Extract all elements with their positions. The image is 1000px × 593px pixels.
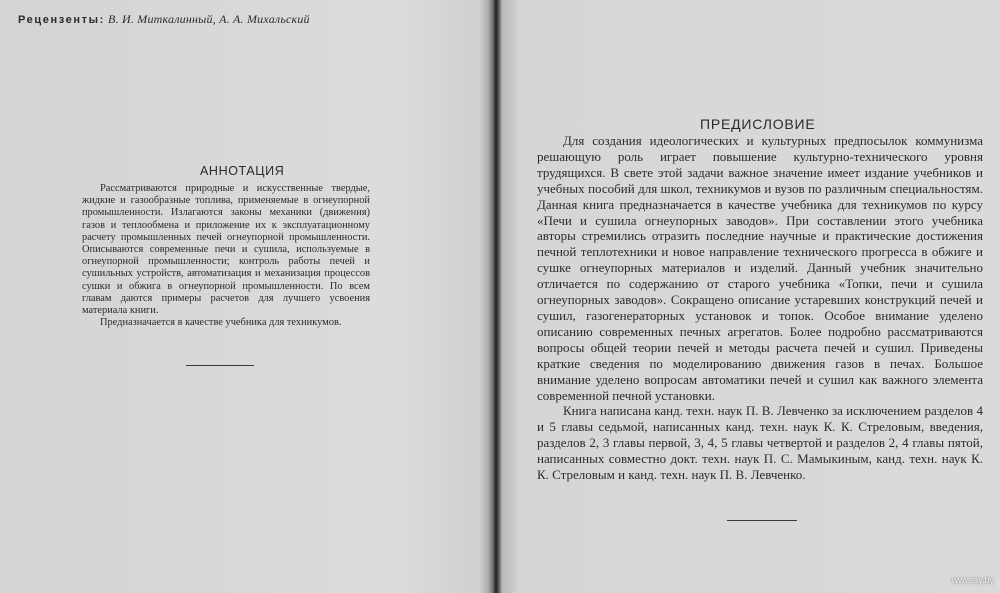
reviewers-line [18, 12, 310, 27]
annotation-body [82, 183, 370, 329]
watermark: www.ay.by [951, 575, 994, 585]
reviewers-names: В. И. Миткалинный, А. А. Михальский [108, 12, 310, 26]
annotation-title: АННОТАЦИЯ [200, 164, 285, 178]
annotation-paragraph: Предназначается в качестве учебника для техникумов. [100, 317, 342, 329]
preface-paragraph: Книга написана канд. техн. наук П. В. Левченко за исключением разделов 4 и 5 главы седьмой, написанных канд. техн. наук К. К. Стреловым, введения, разделов 2, 3 главы первой, 3, 4, 5 главы четвертой и разделов 2, 4 главы пятой, написанных совместно докт. техн. наук П. С. Мамыкиным, канд. техн. наук К. К. Стреловым и канд. техн. наук П. В. Левченко. [537, 403, 983, 483]
preface-body [537, 133, 983, 483]
preface-title: ПРЕДИСЛОВИЕ [700, 116, 816, 132]
reviewers-label: Рецензенты: [18, 14, 105, 26]
left-page [0, 0, 492, 593]
annotation-divider [186, 365, 254, 366]
annotation-paragraph: Рассматриваются природные и искусственные твердые, жидкие и газообразные топлива, применяемые в огнеупорной промышленности. Излагаются законы механики (движения) газов и теплообмена и приложение их к эксплуатационному расчету промышленных печей огнеупорной промышленности. Описываются современные печи и сушила, используемые в огнеупорной промышленности; контроль работы печей и сушильных устройств, автоматизация и механизация процессов сушки и обжига в огнеупорной промышленности. По всем главам даются примеры расчетов для лучшего усвоения материала книги. [82, 183, 370, 317]
preface-paragraph: Для создания идеологических и культурных предпосылок коммунизма решающую роль играет повышение культурно-технического уровня трудящихся. В свете этой задачи важное значение имеет издание учебников и учебных пособий для школ, техникумов и вузов по различным специальностям. Данная книга предназначается в качестве учебника для техникумов по курсу «Печи и сушила огнеупорных заводов». При составлении этого учебника авторы стремились отразить последние научные и практические достижения печной теплотехники и новое направление технического прогресса в обжиге и сушке огнеупорных материалов и изделий. Данный учебник значительно отличается по содержанию от старого учебника «Топки, печи и сушила огнеупорных заводов». Сокращено описание устаревших конструкций печей и сушил, газогенераторных установок и топок. Особое внимание уделено описанию современных печных агрегатов. Более подробно рассматриваются вопросы общей теории печей и методы расчета печей и сушил. Приведены краткие сведения по моделированию движения газов в печах. Большое внимание уделено вопросам автоматики печей и сушил как важного элемента современной печной установки. [537, 133, 983, 403]
preface-divider [727, 520, 797, 521]
